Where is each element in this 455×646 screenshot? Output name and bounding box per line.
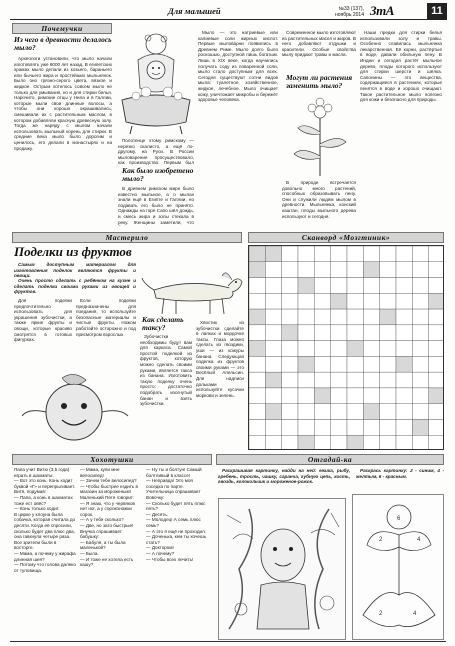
crossword-cell — [331, 435, 347, 450]
article-text: Мыло — это натриевые или калиевые соли жирных кислот. Первые мыловарни появились в Древнем Риме. Мыло долго было роскошью, доступной лишь богатым. Лишь в XIX веке, когда научились получать соду из поваренной соли, мыло стало доступным для всех. Сегодня существуют сотни видов мыла: туалетное, хозяйственное, жидкое, лечебное. Мыло очищает кожу, уничтожает микробы и бережёт здоровье человека. — [198, 30, 278, 103]
bath-illustration — [118, 30, 194, 136]
jokes-text: — Ну ты и болтун! Самый болтливый в классе! — Неправда! Это моя соседка по парте. Учительница спрашивает Вовочку: — Сколько будет пять плюс пять? — Десять. — Молодец! А семь плюс семь? — А это я ещё не проходил. — Доченька, кем ты хочешь стать? — Доктором! — А почему? — Чтобы всех лечить! — [146, 467, 207, 562]
crossword-cell — [363, 404, 379, 420]
crossword-cell — [347, 278, 363, 294]
crossword-cell — [282, 262, 298, 278]
crossword-cell — [298, 419, 314, 435]
plant-illustration — [284, 96, 356, 178]
crossword-cell — [380, 341, 396, 357]
crossword-cell — [429, 341, 444, 357]
crossword-cell — [249, 293, 265, 309]
crossword-cell — [282, 246, 298, 262]
crossword-cell — [298, 293, 314, 309]
crossword-cell — [314, 356, 330, 372]
band-skanvord — [248, 232, 444, 243]
crossword-grid — [248, 245, 444, 450]
crossword-cell — [298, 325, 314, 341]
article-column — [14, 56, 112, 226]
crossword-cell — [331, 419, 347, 435]
crossword-cell — [298, 356, 314, 372]
crossword-cell — [298, 404, 314, 420]
crossword-cell — [347, 246, 363, 262]
crossword-cell — [412, 262, 428, 278]
crossword-cell — [314, 372, 330, 388]
section-title: Для малышей — [168, 6, 221, 16]
crossword-cell — [331, 372, 347, 388]
crossword-cell — [249, 356, 265, 372]
crossword-cell — [396, 278, 412, 294]
crossword-cell — [396, 372, 412, 388]
crossword-cell — [429, 404, 444, 420]
crossword-cell — [282, 404, 298, 420]
crossword-cell — [265, 309, 281, 325]
band-label: Хохотушки — [90, 455, 134, 464]
crossword-cell — [396, 356, 412, 372]
crossword-cell — [249, 246, 265, 262]
article-column — [118, 138, 194, 166]
crossword-cell — [412, 356, 428, 372]
crossword-cell — [396, 419, 412, 435]
crossword-cell — [282, 372, 298, 388]
crossword-cell — [282, 435, 298, 450]
crossword-cell — [396, 404, 412, 420]
crossword-cell — [265, 293, 281, 309]
crossword-cell — [314, 262, 330, 278]
issue-info: №33 (137), ноябрь 2014 — [334, 6, 364, 18]
crossword-cell — [396, 388, 412, 404]
orange-illustration — [14, 372, 136, 448]
crossword-cell — [298, 388, 314, 404]
crossword-cell — [265, 325, 281, 341]
crossword-cell — [396, 435, 412, 450]
page-header — [10, 3, 447, 20]
svg-text:2: 2 — [379, 537, 383, 543]
crossword-cell — [363, 372, 379, 388]
crossword-cell — [412, 278, 428, 294]
crossword-cell — [249, 309, 265, 325]
crossword-cell — [412, 419, 428, 435]
crossword-cell — [282, 309, 298, 325]
article-column — [118, 186, 194, 226]
crossword-cell — [363, 293, 379, 309]
crossword-cell — [396, 262, 412, 278]
crossword-cell — [265, 246, 281, 262]
crossword-cell — [249, 435, 265, 450]
crossword-cell — [363, 388, 379, 404]
craft-column — [14, 298, 72, 368]
craft-column — [140, 334, 192, 448]
color-task-text: Раскрась картинку: 2 - синим, 4 - желтым, 6 - красным. — [356, 468, 444, 479]
craft-title: Поделки из фруктов — [14, 244, 132, 259]
crossword-cell — [363, 356, 379, 372]
article-column — [282, 180, 356, 226]
crossword-cell — [429, 246, 444, 262]
jokes-text: Папа учит Витю (3,5 года) играть в шахматы: — Вот это конь. Конь ходит буквой «Г» и перепрыгивает. Витя, подумав: — Папа, а конь в шахматах тоже ест овёс? — Конь только ходит. В цирке у клоуна была собачка, которая считала до десяти. Когда её спросили, сколько будет два плюс два, она гавкнула четыре раза. Все зрители были в восторге. — Мама, а почему у жирафа длинная шея? — Потому что голова далеко от туловища. — [14, 467, 76, 573]
crossword-cell — [282, 278, 298, 294]
article-column — [360, 30, 442, 226]
crossword-cell — [298, 435, 314, 450]
crossword-cell — [298, 246, 314, 262]
crossword-cell — [380, 246, 396, 262]
crossword-cell — [380, 356, 396, 372]
crossword-cell — [396, 309, 412, 325]
craft-column — [76, 298, 136, 368]
crossword-cell — [314, 404, 330, 420]
crossword-cell — [331, 341, 347, 357]
crossword-cell — [396, 293, 412, 309]
craft-intro-text: Самым доступным материалом для изготовления поделок являются фрукты и овощи. — [14, 262, 136, 278]
crossword-cell — [298, 309, 314, 325]
crossword-cell — [314, 435, 330, 450]
crossword-cell — [363, 341, 379, 357]
crossword-cell — [380, 309, 396, 325]
band-label: Мастерило — [105, 233, 149, 242]
svg-text:6: 6 — [397, 516, 401, 522]
crossword-cell — [429, 325, 444, 341]
crossword-cell — [363, 262, 379, 278]
crossword-cell — [331, 262, 347, 278]
riddle-task — [218, 468, 350, 496]
page-number: 11 — [427, 3, 447, 19]
crossword-cell — [314, 325, 330, 341]
crossword-cell — [412, 388, 428, 404]
crossword-cell — [363, 419, 379, 435]
crossword-cell — [429, 356, 444, 372]
crossword-cell — [380, 372, 396, 388]
crossword-cell — [380, 278, 396, 294]
crossword-cell — [331, 325, 347, 341]
crossword-cell — [429, 435, 444, 450]
article-text: Современное мыло изготовляют из растительных масел и жиров. В него добавляют отдушки и красители. Особые свойства мылу придают травы и масла. — [282, 30, 356, 58]
crossword-cell — [363, 309, 379, 325]
crossword-cell — [331, 278, 347, 294]
crossword-cell — [282, 356, 298, 372]
crossword-cell — [265, 278, 281, 294]
crossword-cell — [249, 419, 265, 435]
crossword-cell — [347, 356, 363, 372]
crossword-cell — [347, 388, 363, 404]
crossword-cell — [314, 246, 330, 262]
crossword-cell — [314, 388, 330, 404]
craft-intro — [14, 262, 136, 278]
crossword-cell — [412, 372, 428, 388]
crossword-cell — [347, 325, 363, 341]
craft-text: Зубочистки необходимы будут вам для каркаса. Самой простой поделкой из фруктов, которую можно сделать своими руками, является такса из банана. Изготовить такую поделку очень просто: достаточно подобрать изогнутый банан и взять зубочистки. — [140, 334, 192, 407]
crossword-cell — [265, 404, 281, 420]
coloring-picture — [352, 494, 444, 640]
craft-text: Для поделки предпочтительно использовать для украшения зубочистки, а также яркие фрукты и овощи, которые красиво смотрятся в готовых фигурках. — [14, 298, 72, 343]
crossword-cell — [265, 435, 281, 450]
question-heading: Как сделать таксу? — [142, 315, 184, 332]
crossword-cell — [347, 435, 363, 450]
craft-text: Хвостик из зубочистки сделайте в лапках и мордочке таксы. Глаза можно сделать из гвоздики, уши — из кожуры банана. Следующая поделка из фруктов своими руками — это Весёлый Апельсин. Для надписи дольками используйте кусочки моркови и зелень. — [196, 320, 244, 398]
crossword-cell — [314, 341, 330, 357]
crossword-cell — [412, 341, 428, 357]
crossword-cell — [249, 341, 265, 357]
crossword-cell — [265, 356, 281, 372]
crossword-cell — [380, 293, 396, 309]
crossword-cell — [429, 388, 444, 404]
crossword-cell — [265, 388, 281, 404]
crossword-cell — [412, 435, 428, 450]
bottom-rule — [10, 641, 446, 642]
article-text: Полотенце этому римскому — нерезко скалисто, а ещё по-другому, на Руси. В России мыловарение просуществовало, как производство. Первым был — [118, 138, 194, 166]
crossword-cell — [249, 404, 265, 420]
crossword-cell — [331, 404, 347, 420]
crossword-cell — [347, 262, 363, 278]
jokes-column — [80, 467, 142, 639]
crossword-cell — [363, 246, 379, 262]
crossword-cell — [363, 435, 379, 450]
band-label: Отгадай-ка — [307, 455, 353, 464]
crossword-cell — [331, 246, 347, 262]
article-text: В природе встречается довольно много растений, способных образовывать пену. Они и служили людям мылом в древности. Мыльнянка, конский каштан, плоды мыльного дерева используют и сегодня. — [282, 180, 356, 219]
crossword-cell — [331, 356, 347, 372]
crossword-cell — [314, 419, 330, 435]
crossword-cell — [347, 309, 363, 325]
crossword-cell — [298, 262, 314, 278]
article-text: Археологи установили, что мыло начали изготовлять уже 6000 лет назад. В египетских храмах мыло делали из козьего, бараньего или бычьего жира и простейших мыльнянок. Было оно грязно-серого цвета, вязкое и жидкое. Острым хотелось совсем мыло не только для умывания, но и для стирки белья. Нарочито, римские отцы у Нила и в Галлии, которые мыли свои длинные волосы, а чтобы они хорошо окрашивались, смешивали их с растительным маслом, в котором добавляли красную древесную золу. Тогда же наряду с мылом начали использовать мыльный корень для стирки. В средние века мыло было дорогим и ценилось, его делали в монастырях и на продажу. — [14, 56, 112, 151]
crossword-cell — [429, 278, 444, 294]
crossword-cell — [249, 388, 265, 404]
crossword-cell — [429, 419, 444, 435]
crossword-cell — [282, 293, 298, 309]
crossword-cell — [347, 341, 363, 357]
crossword-cell — [282, 341, 298, 357]
crossword-cell — [396, 341, 412, 357]
question-heading: Как было изобретено мыло? — [122, 166, 194, 183]
crossword-cell — [314, 309, 330, 325]
crossword-cell — [380, 325, 396, 341]
crossword-cell — [347, 404, 363, 420]
craft-column — [196, 320, 244, 448]
crossword-cell — [249, 262, 265, 278]
crossword-cell — [412, 293, 428, 309]
crossword-cell — [265, 419, 281, 435]
crossword-cell — [412, 404, 428, 420]
crossword-cell — [265, 341, 281, 357]
crossword-cell — [380, 404, 396, 420]
color-task — [356, 468, 444, 492]
jokes-column — [146, 467, 210, 639]
crossword-cell — [265, 262, 281, 278]
crossword-cell — [249, 278, 265, 294]
svg-text:4: 4 — [413, 611, 417, 617]
craft-intro-text: Очень просто сделать с ребёнком на кухне и сделать поделки своими руками из овощей и фруктов. — [14, 278, 136, 294]
crossword-cell — [249, 325, 265, 341]
band-pochemuchki — [12, 23, 112, 34]
question-heading: Могут ли растения заменить мыло? — [286, 73, 353, 90]
crossword-cell — [429, 293, 444, 309]
crossword-cell — [347, 372, 363, 388]
crossword-cell — [380, 435, 396, 450]
article-column — [282, 30, 356, 70]
crossword-cell — [412, 246, 428, 262]
crossword-cell — [347, 293, 363, 309]
band-masterilo — [12, 232, 242, 243]
crossword-cell — [314, 293, 330, 309]
crossword-cell — [380, 262, 396, 278]
svg-text:2: 2 — [379, 611, 383, 617]
crossword-cell — [429, 372, 444, 388]
crossword-cell — [363, 278, 379, 294]
jokes-column — [14, 467, 76, 639]
crossword-cell — [265, 372, 281, 388]
riddle-task-text: Раскрашивая картинку, найди на ней: ежика, рыбу, гребень, трость, чашку, саранча, губную цепь, кость, гвоздь, колокольчик и мороженое-рожок. — [218, 468, 350, 485]
crossword-cell — [249, 372, 265, 388]
banana-dachshund-illustration — [140, 260, 244, 318]
crossword-cell — [282, 419, 298, 435]
crossword-cell — [412, 325, 428, 341]
crossword-cell — [347, 419, 363, 435]
craft-text: Если поделки предназначены для поедания, то используйте безопасные материалы и чистые фрукты. Ножом работайте осторожно и под присмотром взрослых. — [76, 298, 136, 337]
svg-text:4: 4 — [417, 537, 421, 543]
crossword-cell — [282, 388, 298, 404]
crossword-cell — [429, 309, 444, 325]
crossword-cell — [298, 278, 314, 294]
hidden-objects-picture — [218, 498, 346, 640]
crossword-cell — [331, 309, 347, 325]
newspaper-logo: ЗтА — [370, 3, 394, 18]
article-text: Наши предки для стирки белья использовали золу и травы. Особенно славилась мыльнянка лекарственная. Её корни, растёртые в воде, давали обильную пену. В Индии и сегодня растёт мыльное дерево, плоды которого используют для стирки шерсти и шёлка. Сапонины — это вещества, содержащиеся в растениях, которые пенятся в воде и хорошо очищают. Такое растительное мыло полезно для кожи и безопасно для природы. — [360, 30, 442, 103]
crossword-cell — [380, 419, 396, 435]
crossword-cell — [363, 325, 379, 341]
craft-intro — [14, 278, 136, 294]
crossword-cell — [282, 325, 298, 341]
band-khokhotushki — [12, 454, 212, 465]
article-column — [198, 30, 278, 226]
article-text: В древнем римском мире было известно мыльное, а о мылах знали ещё в Египте и Галлии, но подавать его было не принято. Однажды на горе Сапо шёл дождь, и смесь жира и золы стекала в реку. Женщины заметили, что — [118, 186, 194, 225]
crossword-cell — [298, 341, 314, 357]
crossword-cell — [314, 278, 330, 294]
crossword-cell — [412, 309, 428, 325]
crossword-cell — [396, 325, 412, 341]
crossword-cell — [331, 388, 347, 404]
band-label: Почемучки — [41, 24, 83, 33]
crossword-cell — [396, 246, 412, 262]
question-heading: Из чего в древности делалось мыло? — [14, 35, 112, 52]
crossword-cell — [298, 372, 314, 388]
crossword-cell — [331, 293, 347, 309]
crossword-cell — [380, 388, 396, 404]
jokes-text: — Мама, купи мне велосипед! — Зачем тебе велосипед? — Чтобы быстрее ездить в магазин за мороженым! Маленький Петя говорит: — Я знаю, что у червяков нет ног, а у сороконожки сорок. — А у тебя сколько? — Две, но зато быстрые! Внучка спрашивает бабушку: — Бабуля, а ты была маленькой? — Была. — И тоже не хотела есть кашу? — [80, 467, 138, 568]
band-label: Сканворд «Мозгтиник» — [301, 233, 391, 242]
band-otgadaika — [216, 454, 444, 465]
crossword-cell — [429, 262, 444, 278]
